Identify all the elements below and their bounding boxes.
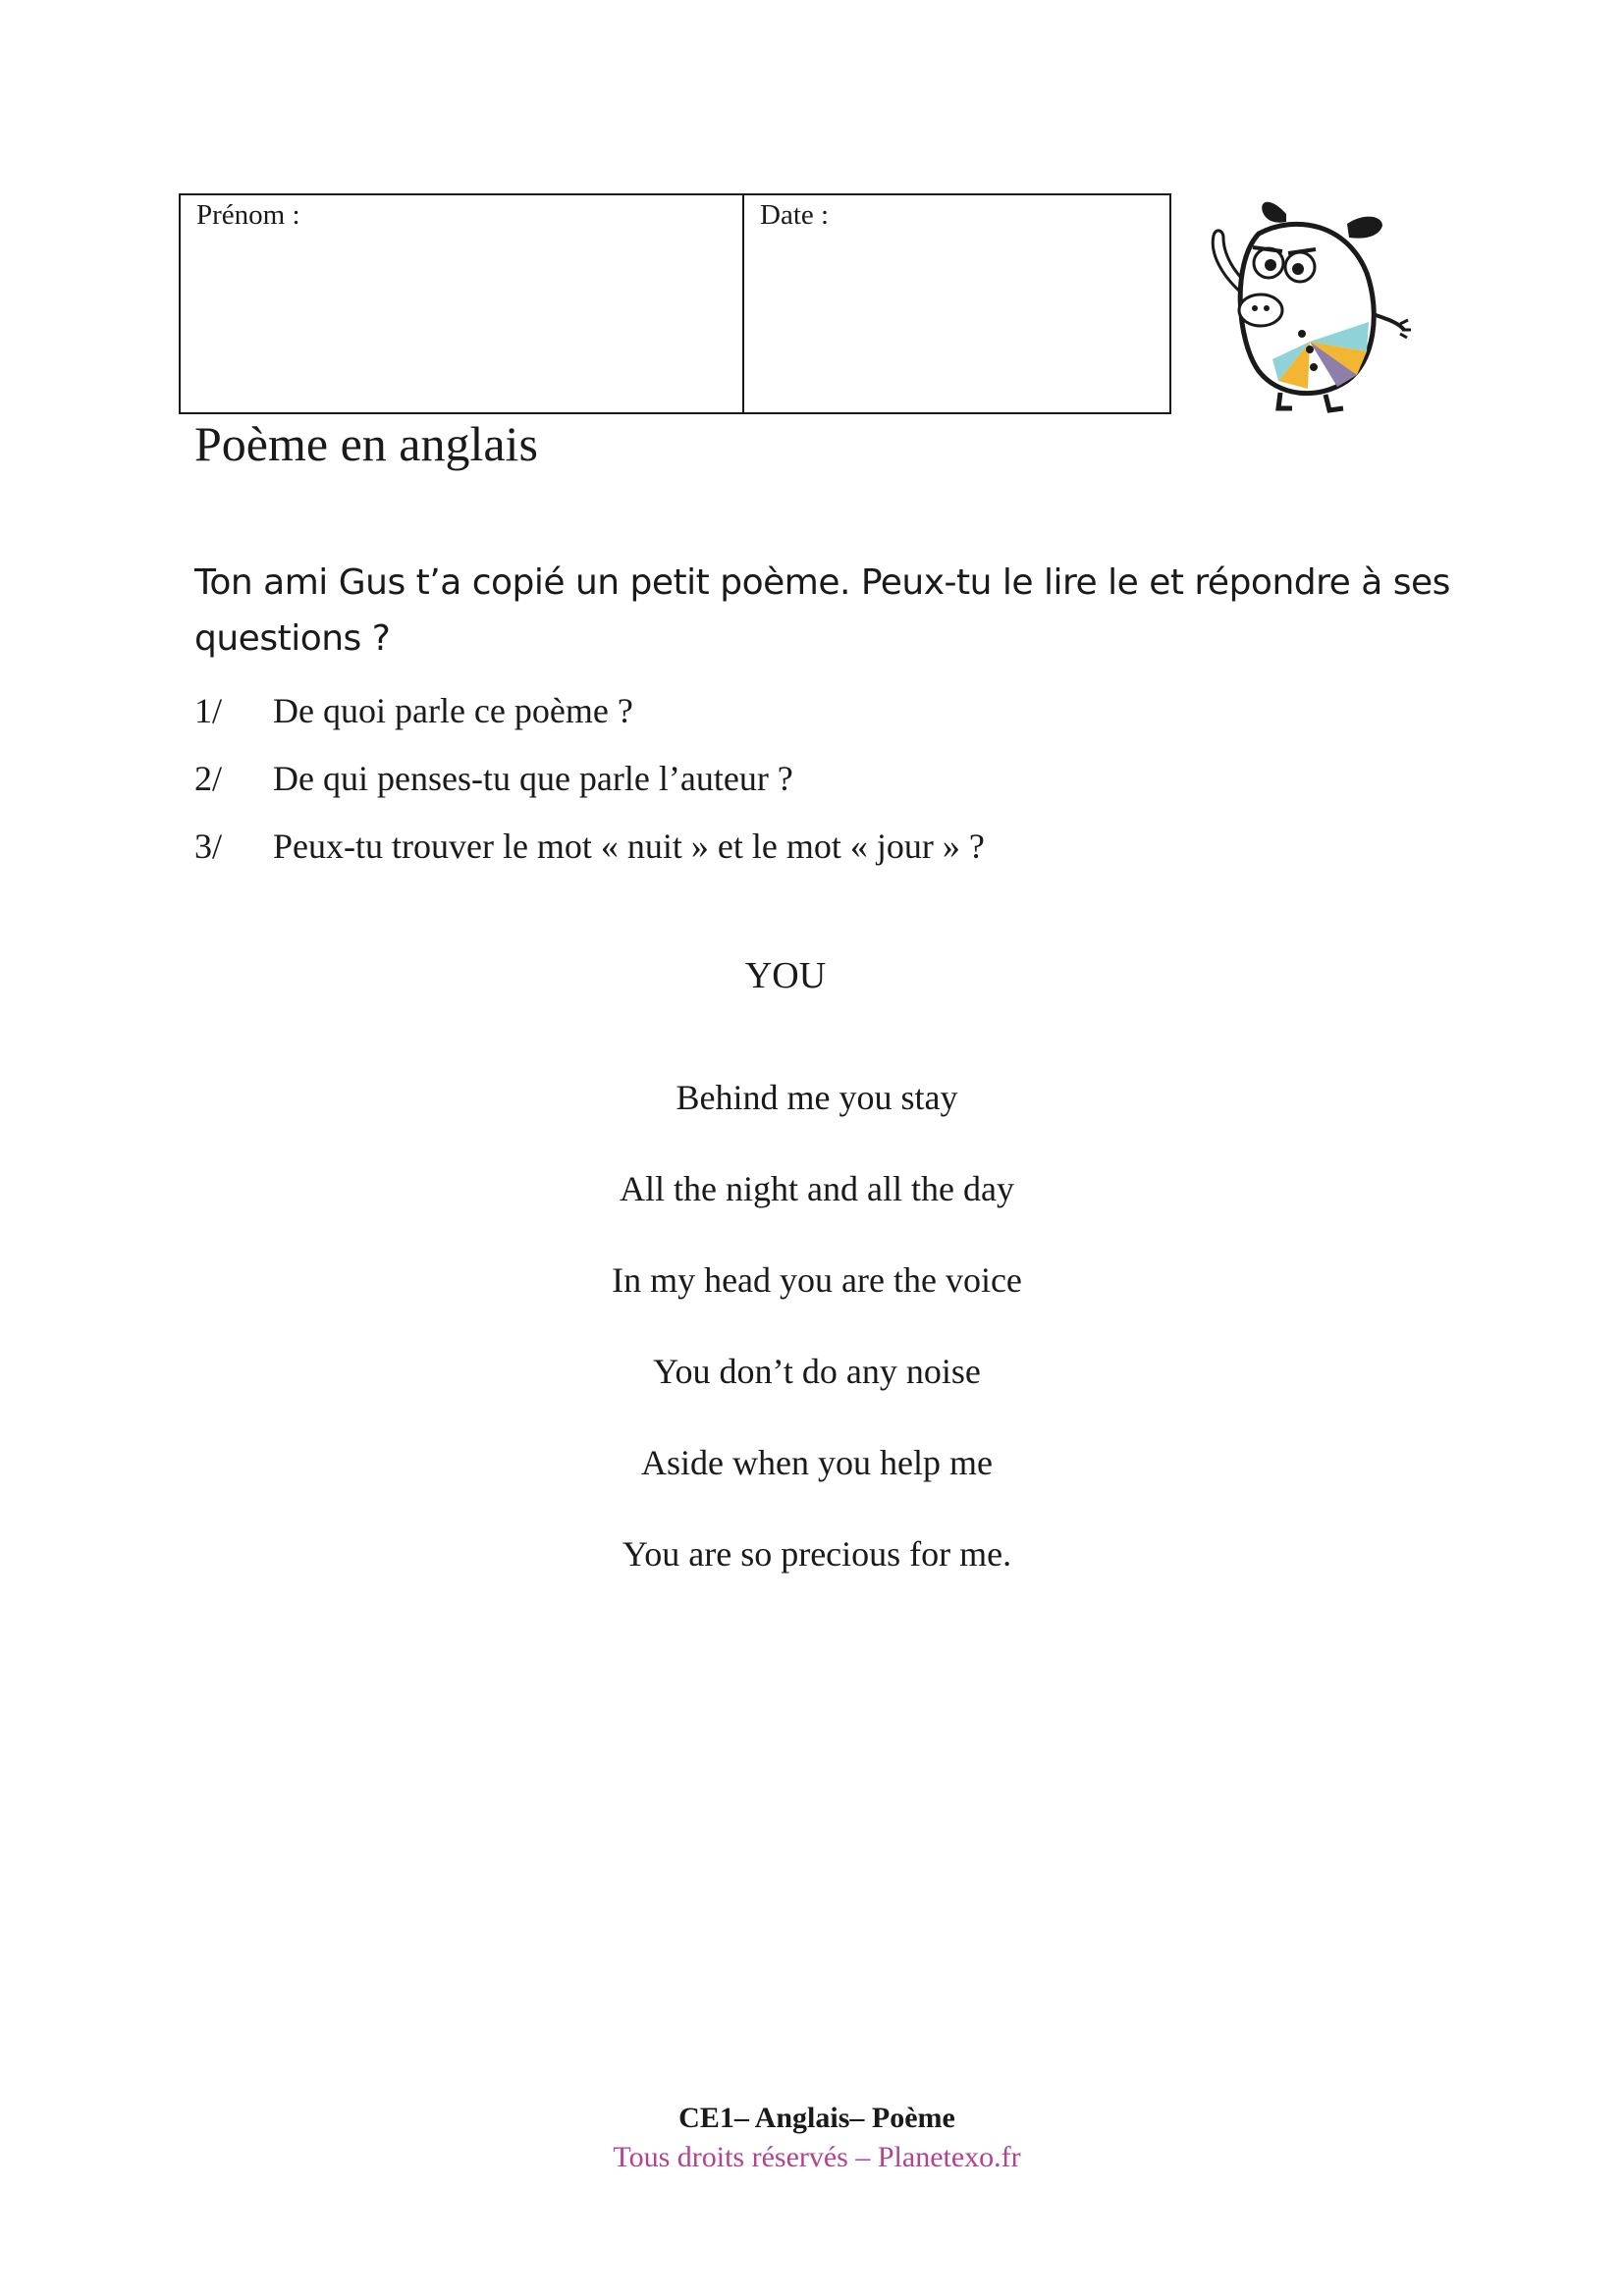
- poem-title: YOU: [744, 955, 827, 996]
- question-list: [194, 683, 985, 886]
- poem-line: All the night and all the day: [620, 1169, 1014, 1208]
- question-item: [194, 819, 985, 886]
- poem-line: Aside when you help me: [641, 1443, 993, 1482]
- date-label: Date :: [760, 199, 830, 231]
- page-title: Poème en anglais: [194, 416, 538, 471]
- name-label: Prénom :: [196, 199, 300, 231]
- question-text: Peux-tu trouver le mot « nuit » et le mot « jour » ?: [273, 827, 985, 866]
- poem-body: [0, 1070, 1623, 1618]
- question-item: [194, 751, 985, 819]
- student-info-box: [179, 193, 1171, 414]
- name-field[interactable]: [181, 195, 744, 412]
- question-number: 1/: [194, 691, 223, 730]
- question-text: De qui penses-tu que parle l’auteur ?: [273, 759, 793, 798]
- mascot-illustration: [1200, 194, 1411, 415]
- date-field[interactable]: [744, 195, 1169, 412]
- question-item: [194, 683, 985, 751]
- footer-title: CE1– Anglais– Poème: [678, 2102, 955, 2134]
- page-footer: [0, 2099, 1623, 2177]
- question-number: 3/: [194, 827, 223, 866]
- poem-line: You are so precious for me.: [622, 1534, 1012, 1574]
- question-number: 2/: [194, 759, 223, 798]
- instruction-text: Ton ami Gus t’a copié un petit poème. Peux-tu le lire le et répondre à ses questions ?: [194, 562, 1450, 659]
- poem-line: You don’t do any noise: [653, 1352, 981, 1391]
- footer-copyright: Tous droits réservés – Planetexo.fr: [613, 2141, 1021, 2173]
- question-text: De quoi parle ce poème ?: [273, 691, 633, 730]
- poem-line: In my head you are the voice: [612, 1260, 1022, 1300]
- poem-line: Behind me you stay: [676, 1078, 958, 1117]
